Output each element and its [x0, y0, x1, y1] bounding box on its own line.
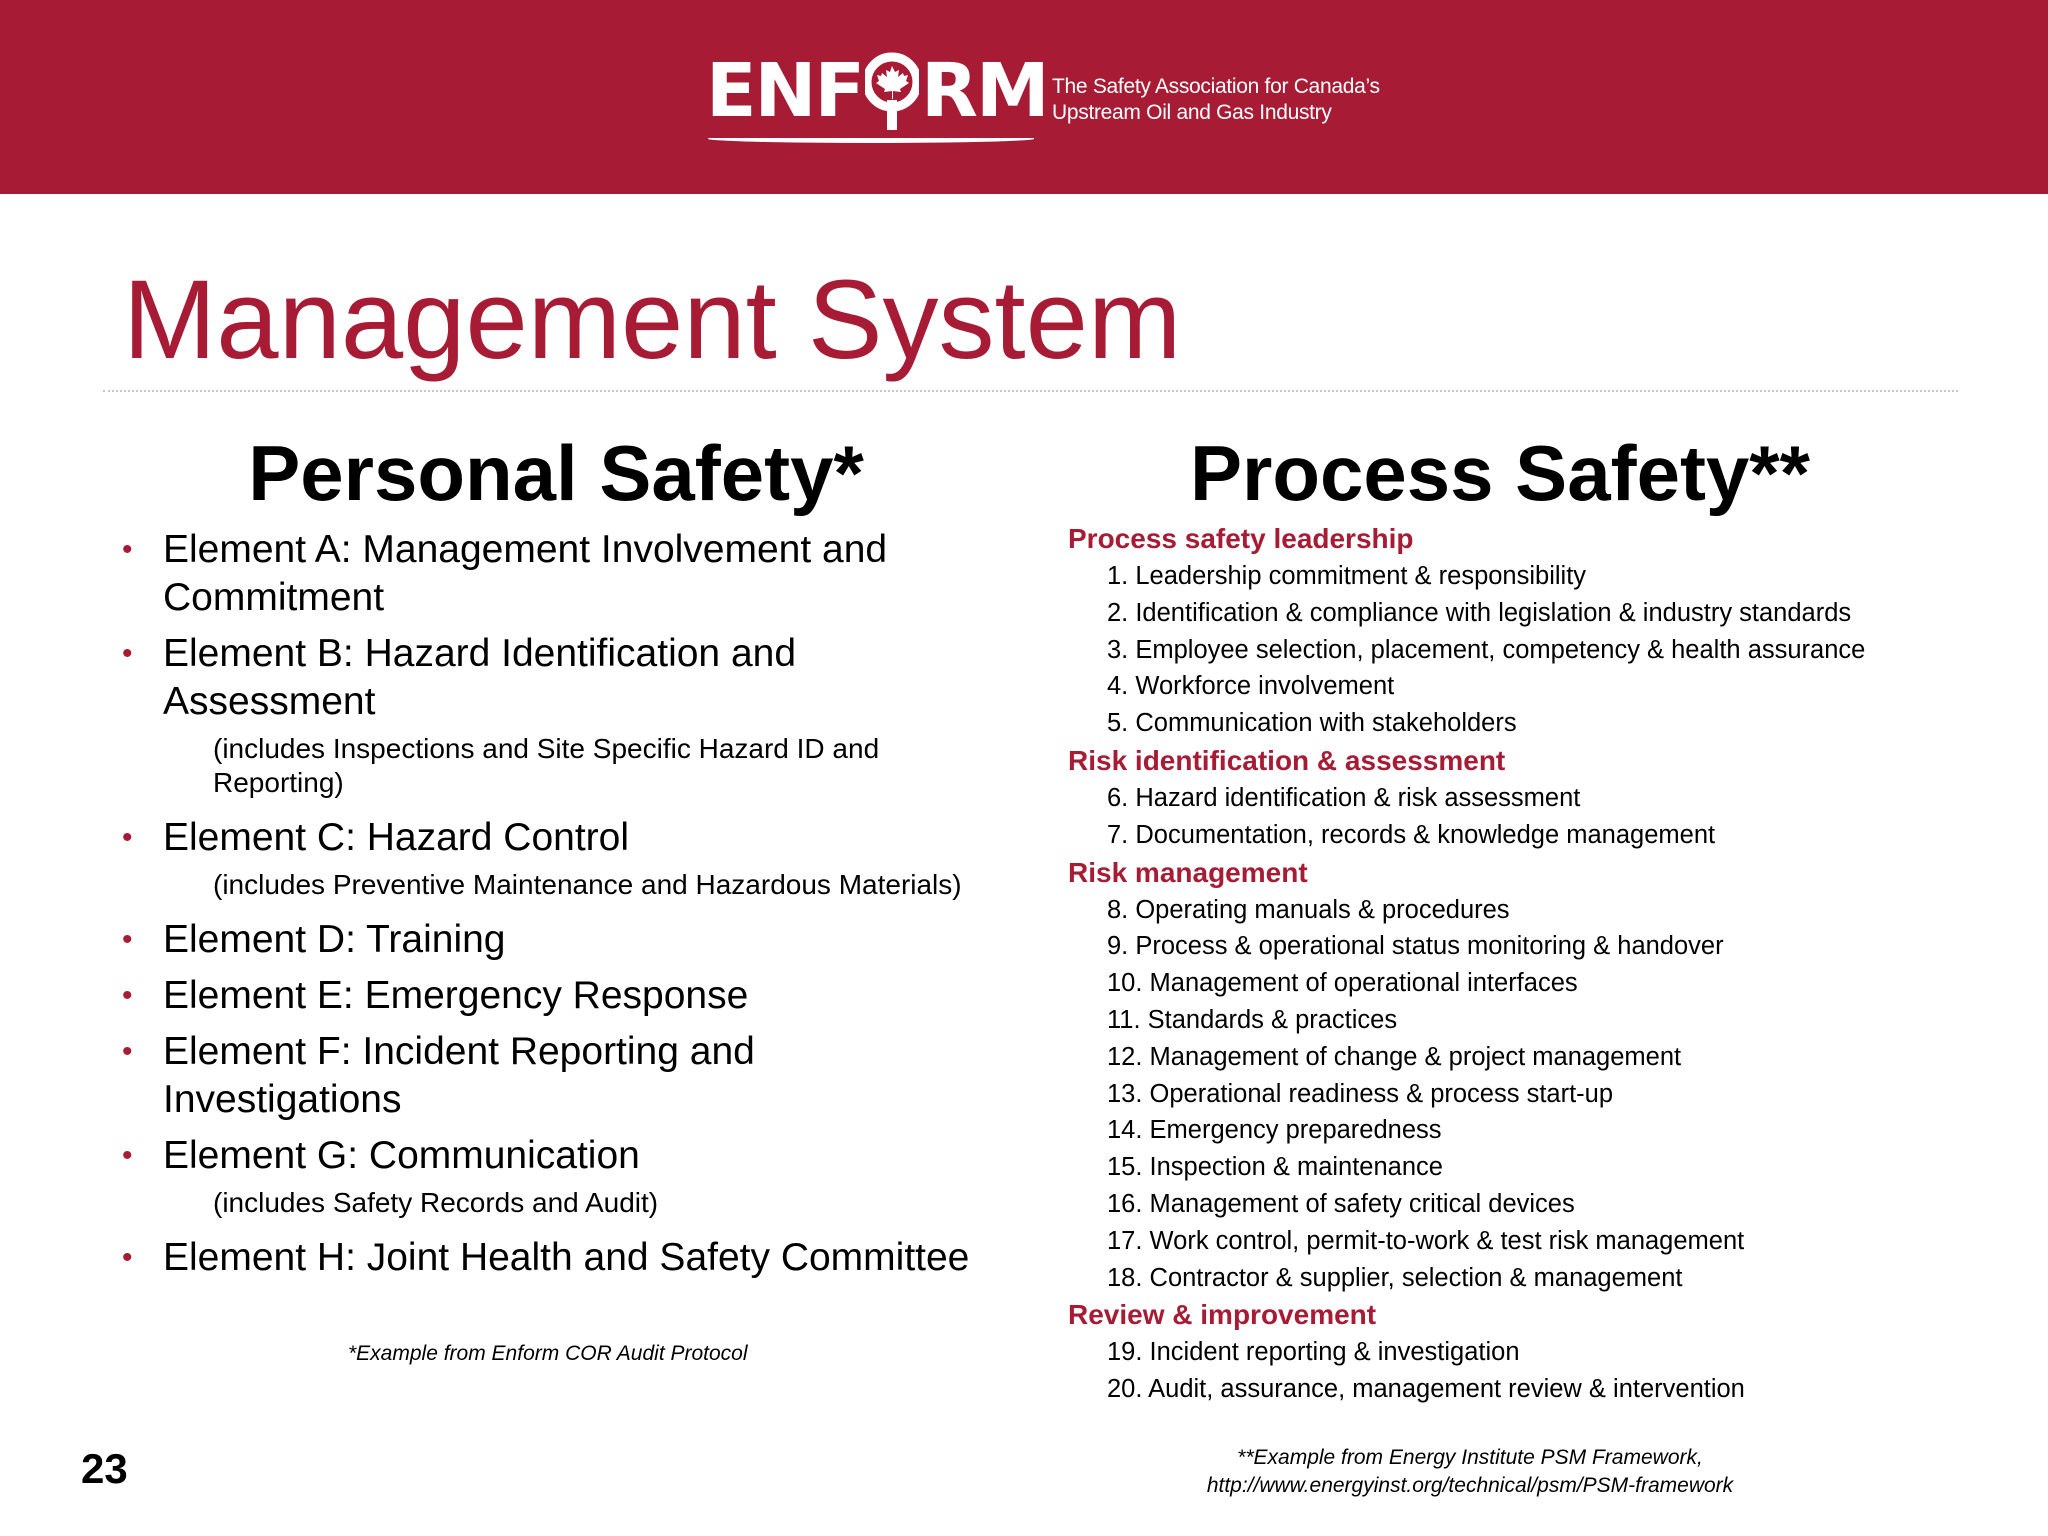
list-item: 14. Emergency preparedness [1107, 1116, 1442, 1145]
section-heading: Risk identification & assessment [1068, 744, 1506, 776]
list-item: 19. Incident reporting & investigation [1107, 1338, 1520, 1367]
personal-safety-footnote: *Example from Enform COR Audit Protocol [348, 1342, 748, 1365]
enform-logo [706, 48, 1048, 150]
bullet-icon: • [122, 1139, 133, 1172]
element-label-cont: Investigations [163, 1078, 402, 1121]
list-item: 15. Inspection & maintenance [1107, 1153, 1443, 1182]
element-label: Element B: Hazard Identification and [163, 632, 797, 675]
element-label: Element G: Communication [163, 1134, 640, 1177]
list-item: 5. Communication with stakeholders [1107, 709, 1517, 738]
logo-tagline [1052, 74, 1380, 126]
element-note [120, 732, 1020, 800]
list-item: 4. Workforce involvement [1107, 672, 1395, 701]
list-item: 11. Standards & practices [1107, 1005, 1398, 1034]
list-item [120, 972, 1020, 1020]
logo-text-left: ENF [706, 48, 864, 134]
logo-swoosh [708, 138, 1034, 143]
personal-safety-heading: Personal Safety* [248, 429, 864, 517]
element-label-cont: Assessment [163, 680, 376, 723]
maple-leaf-icon [865, 54, 919, 130]
element-label: Element H: Joint Health and Safety Committee [163, 1236, 970, 1279]
section-heading: Risk management [1068, 856, 1308, 888]
list-item: 12. Management of change & project management [1107, 1042, 1682, 1071]
element-note-line: (includes Inspections and Site Specific Hazard ID and [213, 733, 880, 764]
header-banner [0, 0, 2048, 194]
list-item [120, 814, 1020, 862]
element-label: Element F: Incident Reporting and [163, 1030, 755, 1073]
list-item [120, 916, 1020, 964]
tagline-line-2: Upstream Oil and Gas Industry [1052, 101, 1332, 124]
list-item [120, 1234, 1020, 1282]
footnote-line: **Example from Energy Institute PSM Framework, [1237, 1446, 1703, 1469]
list-item: 18. Contractor & supplier, selection & management [1107, 1263, 1683, 1292]
bullet-icon: • [122, 533, 133, 566]
element-label: Element D: Training [163, 918, 506, 961]
title-divider [103, 390, 1958, 392]
bullet-icon: • [122, 637, 133, 670]
list-item: 16. Management of safety critical devices [1107, 1189, 1575, 1218]
list-item [120, 1028, 1020, 1124]
list-item: 1. Leadership commitment & responsibility [1107, 562, 1587, 590]
personal-safety-list [120, 526, 1020, 1290]
footnote-link[interactable]: http://www.energyinst.org/technical/psm/PSM-framework [1206, 1474, 1734, 1497]
process-safety-footnote [1160, 1444, 1780, 1500]
bullet-icon: • [122, 923, 133, 956]
bullet-icon: • [122, 979, 133, 1012]
element-note: (includes Preventive Maintenance and Hazardous Materials) [213, 869, 962, 900]
process-safety-list [1068, 520, 1968, 1408]
list-item: 6. Hazard identification & risk assessment [1107, 783, 1581, 812]
element-note: (includes Safety Records and Audit) [213, 1187, 659, 1218]
bullet-icon: • [122, 1035, 133, 1068]
element-label: Element C: Hazard Control [163, 816, 630, 859]
logo-text-right: RM [921, 48, 1048, 134]
list-item: 2. Identification & compliance with legislation & industry standards [1107, 598, 1852, 627]
list-item: 20. Audit, assurance, management review & intervention [1107, 1375, 1745, 1404]
tagline-line-1: The Safety Association for Canada’s [1052, 75, 1380, 98]
list-item [120, 526, 1020, 622]
list-item: 3. Employee selection, placement, competency & health assurance [1107, 635, 1866, 664]
list-item: 8. Operating manuals & procedures [1107, 895, 1510, 924]
list-item: 7. Documentation, records & knowledge management [1107, 820, 1716, 849]
section-heading: Process safety leadership [1068, 523, 1414, 554]
page-number: 23 [81, 1445, 128, 1492]
bullet-icon: • [122, 1241, 133, 1274]
list-item [120, 630, 1020, 726]
element-note-line: Reporting) [213, 767, 344, 798]
list-item: 13. Operational readiness & process start-up [1107, 1079, 1614, 1108]
bullet-icon: • [122, 821, 133, 854]
element-label: Element A: Management Involvement and [163, 528, 888, 571]
element-label: Element E: Emergency Response [163, 974, 749, 1017]
list-item: 10. Management of operational interfaces [1107, 969, 1578, 998]
slide-title: Management System [123, 257, 1182, 382]
list-item: 17. Work control, permit-to-work & test risk management [1107, 1226, 1745, 1255]
section-heading: Review & improvement [1068, 1299, 1377, 1331]
list-item: 9. Process & operational status monitoring & handover [1107, 932, 1724, 961]
list-item [120, 1132, 1020, 1180]
element-label-cont: Commitment [163, 576, 385, 619]
process-safety-heading: Process Safety** [1189, 429, 1811, 517]
